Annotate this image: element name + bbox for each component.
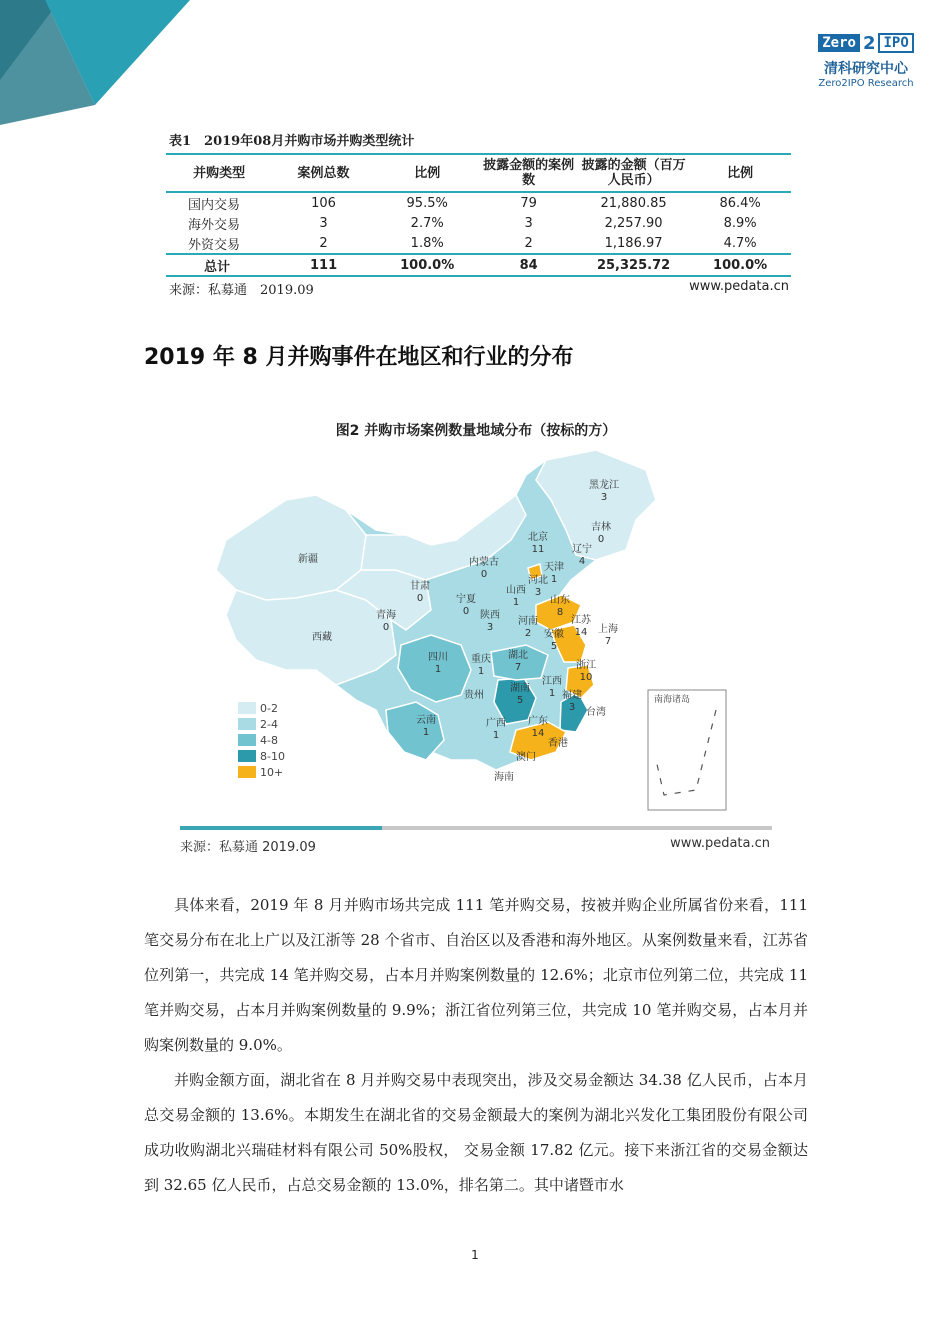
table-header-row [166,154,791,192]
region-label: 天津 [544,562,564,573]
region-label: 山西 [506,585,526,596]
region-value: 1 [512,597,520,608]
paragraph: 具体来看，2019 年 8 月并购市场共完成 111 笔并购交易，按被并购企业所属省份来看，111 笔交易分布在北上广以及江浙等 28 个省市、自治区以及香港和海外地区。从案例数量来看，江苏省位列第一，共完成 14 笔并购交易，占本月并购案例数量的 12.6%；北京市位列第二位，共完成 11 笔并购交易，占本月并购案例数量的 9.9%；浙江省位列第三位，共完成 10 笔并购交易，占本月并购案例数量的 9.0%。 [144,896,808,1054]
region-value: 0 [416,593,424,604]
region-label: 湖北 [508,650,528,661]
region-label: 山东 [550,595,570,606]
legend-label: 0-2 [260,702,278,715]
region-label: 湖南 [510,683,530,694]
body-text [144,888,808,1203]
region-label: 陕西 [480,610,500,621]
region-label: 浙江 [576,660,596,671]
region-value: 1 [422,727,430,738]
table-cell: 海外交易 [188,217,241,233]
legend-swatch [238,702,256,714]
region-map-figure [176,410,776,860]
table-source-line [166,279,789,298]
logo-name-en: Zero2IPO Research [818,77,914,89]
region-label: 香港 [548,738,568,749]
table-cell: 2,257.90 [604,215,663,231]
region-value: 2 [524,628,532,639]
region-value: 3 [568,702,576,713]
ma-type-table-figure [166,130,806,302]
col-header: 披露的金额（百万人民币） [578,154,689,192]
col-header: 并购类型 [166,154,272,192]
region-label: 江苏 [571,615,591,626]
table-url: www.pedata.cn [689,279,789,294]
region-value: 8 [556,607,564,618]
col-header: 比例 [375,154,480,192]
region-label: 上海 [598,624,618,635]
region-label: 北京 [528,532,548,543]
region-value: 5 [550,641,558,652]
region-label: 新疆 [298,554,318,565]
table-source: 来源：私募通 2019.09 [169,283,314,298]
table-row [166,233,791,254]
table-cell: 84 [479,254,577,276]
region-value: 0 [480,569,488,580]
corner-decoration [0,0,200,140]
region-value: 4 [578,556,586,567]
table-cell: 100.0% [375,254,480,276]
region-label: 广西 [486,718,506,729]
legend-swatch [238,718,256,730]
table-cell: 4.7% [723,235,757,251]
china-map [176,440,776,825]
region-value: 5 [516,695,524,706]
region-label: 河南 [518,616,538,627]
south-china-sea-inset [648,690,726,810]
table-caption: 表1 2019年08月并购市场并购类型统计 [169,134,415,149]
region-label: 吉林 [591,522,611,533]
region-label: 西藏 [312,632,332,643]
paragraph: 并购金额方面，湖北省在 8 月并购交易中表现突出，涉及交易金额达 34.38 亿人民币，占本月总交易金额的 13.6%。本期发生在湖北省的交易金额最大的案例为湖北兴发化工集团股份有限公司成功收购湖北兴瑞硅材料有限公司 50%股权， 交易金额 17.82 亿元。接下来浙江省的交易金额达到 32.65 亿人民币，占总交易金额的 13.0%，排名第二。其中诸暨市水 [144,1071,808,1194]
region-value: 3 [600,492,608,503]
logo-ipo: IPO [878,33,913,53]
legend-swatch [238,750,256,762]
region-label: 广东 [528,716,548,727]
map-source: 来源：私募通 2019.09 [180,840,316,855]
ma-type-table [166,153,791,277]
region-value: 11 [531,544,545,555]
col-header: 披露金额的案例数 [479,154,577,192]
table-cell: 21,880.85 [600,195,667,211]
section-title: 2019 年 8 月并购事件在地区和行业的分布 [144,345,574,370]
region-value: 0 [382,622,390,633]
table-cell: 1.8% [410,235,444,251]
region-label: 贵州 [464,690,484,701]
table-cell: 8.9% [723,215,757,231]
table-cell: 86.4% [719,195,761,211]
table-total-row [166,254,791,276]
legend-swatch [238,766,256,778]
region-label: 甘肃 [410,581,430,592]
logo-name-cn: 清科研究中心 [824,60,908,77]
table-cell: 2.7% [410,215,444,231]
col-header: 案例总数 [272,154,375,192]
region-value: 7 [604,636,612,647]
table-cell: 100.0% [689,254,791,276]
region-value: 14 [531,728,545,739]
logo-zero: Zero [818,34,860,52]
region-value: 1 [434,664,442,675]
region-value: 3 [486,622,494,633]
region-label: 青海 [376,610,396,621]
table-cell: 2 [319,235,328,251]
table-cell: 95.5% [406,195,448,211]
figure-footer-accent [180,826,382,830]
region-label: 重庆 [471,654,491,665]
page-number: 1 [471,1248,479,1262]
legend-label: 2-4 [260,718,278,731]
map-title: 图2 并购市场案例数量地域分布（按标的方） [335,423,617,439]
table-cell: 国内交易 [188,197,241,213]
region-label: 福建 [562,690,582,701]
table-cell: 总计 [166,254,272,276]
region-value: 1 [492,730,500,741]
region-label: 内蒙古 [469,557,499,568]
legend-swatch [238,734,256,746]
region-label: 四川 [428,652,448,663]
region-value: 1 [550,574,558,585]
region-value: 0 [462,606,470,617]
table-cell: 111 [272,254,375,276]
map-url: www.pedata.cn [670,836,770,851]
region-value: 3 [534,587,542,598]
figure-footer-bar [180,826,772,830]
brand-logo [816,32,916,89]
table-cell: 25,325.72 [578,254,689,276]
region-value: 1 [477,666,485,677]
region-label: 澳门 [516,752,536,763]
legend-label: 4-8 [260,734,278,747]
legend-label: 8-10 [260,750,285,763]
table-row [166,213,791,233]
region-value: 0 [597,534,605,545]
region-label: 黑龙江 [589,480,619,491]
table-row [166,192,791,213]
region-label: 宁夏 [456,594,476,605]
region-label: 江西 [542,676,562,687]
col-header: 比例 [689,154,791,192]
region-label: 台湾 [586,707,606,718]
legend-label: 10+ [260,766,284,779]
table-cell: 3 [319,215,328,231]
table-cell: 106 [311,195,336,211]
table-cell: 3 [524,215,533,231]
region-label: 安徽 [544,629,564,640]
region-label: 河北 [528,575,548,586]
region-value: 7 [514,662,522,673]
table-cell: 1,186.97 [604,235,663,251]
region-label: 辽宁 [572,544,592,555]
table-cell: 外资交易 [188,237,241,253]
inset-label: 南海诸岛 [654,695,691,705]
region-label: 海南 [494,772,514,783]
table-cell: 79 [520,195,537,211]
logo-badge [818,33,914,54]
region-label: 云南 [416,715,436,726]
logo-two: 2 [862,32,876,54]
table-cell: 2 [524,235,533,251]
region-value: 1 [548,688,556,699]
region-value: 14 [574,627,588,638]
region-value: 10 [579,672,593,683]
